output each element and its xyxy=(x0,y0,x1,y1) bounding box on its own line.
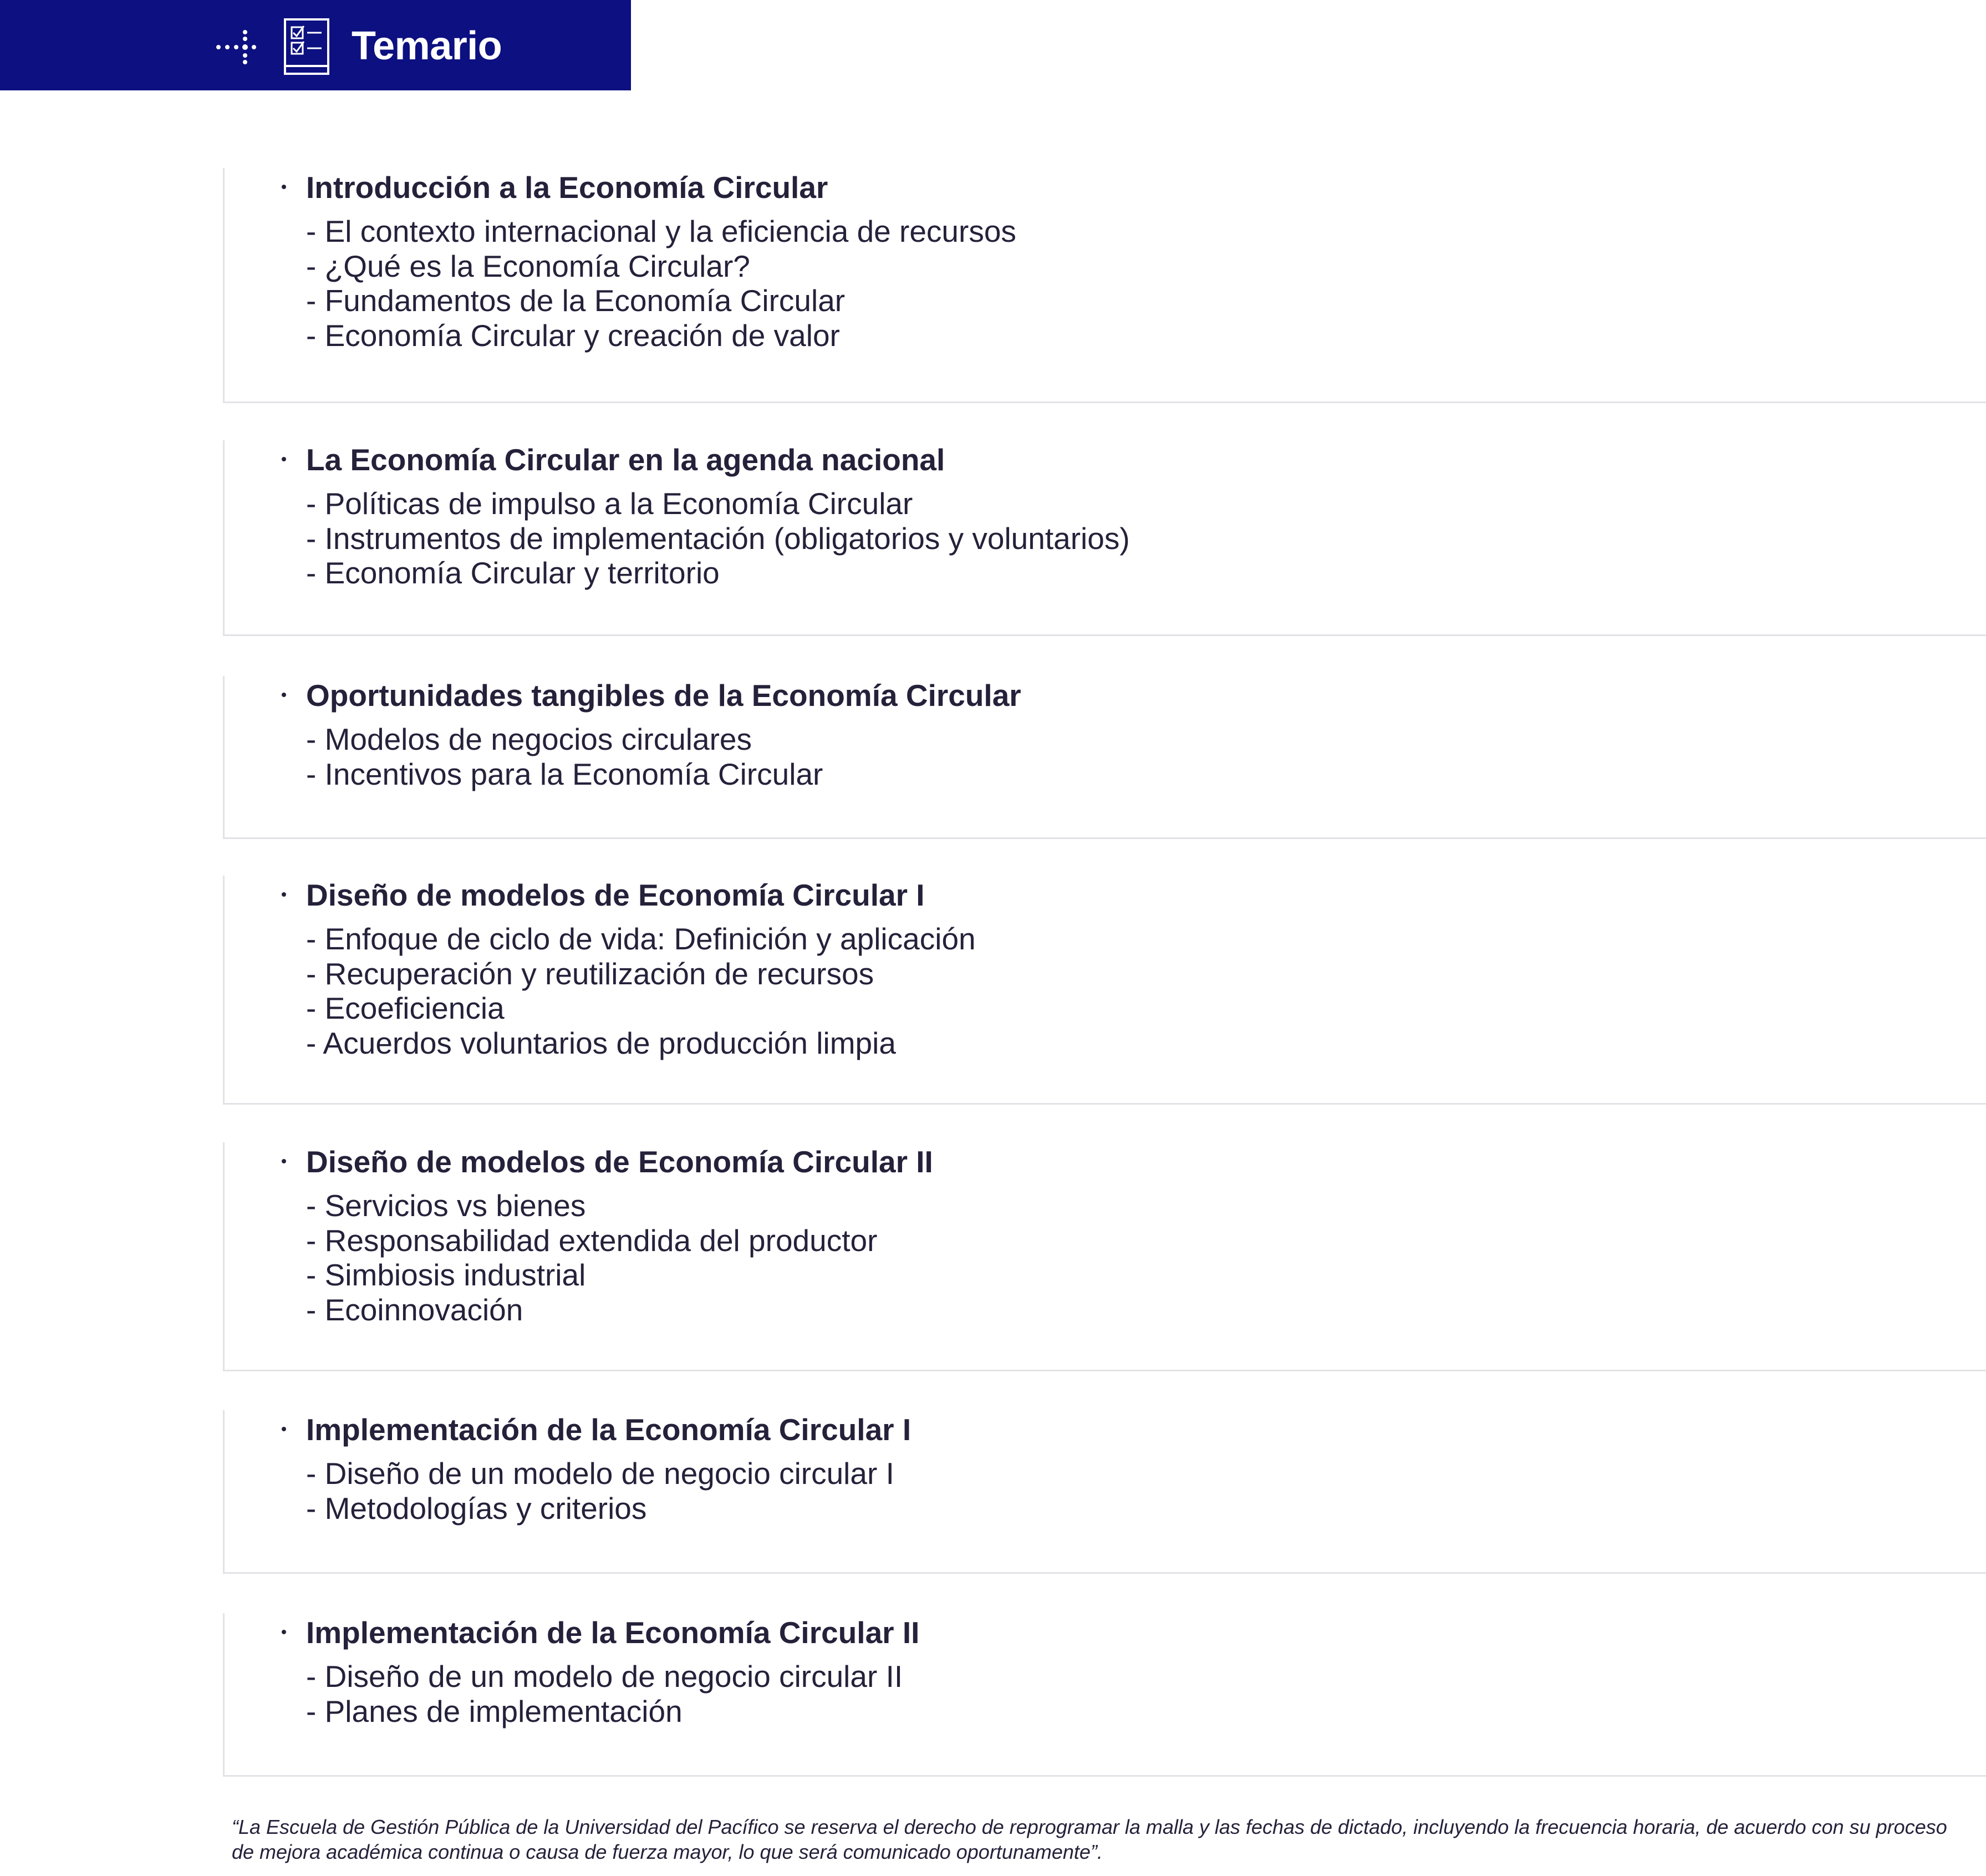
module-topic: - Responsabilidad extendida del productor xyxy=(306,1223,878,1258)
bullet-icon xyxy=(282,693,286,697)
module-topic: - Enfoque de ciclo de vida: Definición y aplicación xyxy=(306,922,976,956)
bullet-icon xyxy=(282,892,286,897)
module-topic: - Políticas de impulso a la Economía Circular xyxy=(306,486,913,521)
bullet-icon xyxy=(282,1159,286,1163)
module-topic: - Modelos de negocios circulares xyxy=(306,722,752,756)
module-1 xyxy=(223,168,1986,403)
module-topic: - Economía Circular y creación de valor xyxy=(306,318,840,353)
module-topic-list xyxy=(306,1456,894,1526)
module-topic: - Diseño de un modelo de negocio circular II xyxy=(306,1659,903,1694)
module-topic: - ¿Qué es la Economía Circular? xyxy=(306,248,750,283)
module-topic: - Diseño de un modelo de negocio circular I xyxy=(306,1456,894,1491)
module-title: Introducción a la Economía Circular xyxy=(306,170,828,205)
module-topic: - Acuerdos voluntarios de producción limpia xyxy=(306,1025,896,1060)
module-title: Implementación de la Economía Circular II xyxy=(306,1615,920,1650)
module-title: Diseño de modelos de Economía Circular I xyxy=(306,878,925,912)
module-topic: - Economía Circular y territorio xyxy=(306,556,720,590)
module-topic: - Instrumentos de implementación (obligatorios y voluntarios) xyxy=(306,521,1130,556)
module-topic: - Planes de implementación xyxy=(306,1694,683,1728)
module-topic: - Recuperación y reutilización de recursos xyxy=(306,956,874,991)
module-topic: - Incentivos para la Economía Circular xyxy=(306,756,823,791)
module-topic-list xyxy=(306,722,823,791)
module-title: Implementación de la Economía Circular I xyxy=(306,1412,911,1447)
bullet-icon xyxy=(282,457,286,461)
module-topic-list xyxy=(306,486,1130,591)
module-6 xyxy=(223,1410,1986,1574)
module-topic: - Servicios vs bienes xyxy=(306,1188,586,1223)
module-7 xyxy=(223,1613,1986,1777)
module-topic: - Simbiosis industrial xyxy=(306,1258,586,1292)
module-topic: - Metodologías y criterios xyxy=(306,1491,647,1526)
bullet-icon xyxy=(282,1630,286,1634)
module-topic: - El contexto internacional y la eficiencia de recursos xyxy=(306,214,1016,248)
bullet-icon xyxy=(282,185,286,189)
bullet-icon xyxy=(282,1427,286,1431)
page-title: Temario xyxy=(352,24,502,68)
module-topic-list xyxy=(306,1659,903,1728)
module-title: La Economía Circular en la agenda nacional xyxy=(306,443,945,477)
dots-icon xyxy=(215,28,258,67)
module-topic-list xyxy=(306,922,976,1060)
module-topic: - Fundamentos de la Economía Circular xyxy=(306,283,846,318)
module-topic-list xyxy=(306,214,1016,353)
module-4 xyxy=(223,876,1986,1105)
module-topic-list xyxy=(306,1188,877,1327)
module-3 xyxy=(223,676,1986,839)
disclaimer-note: “La Escuela de Gestión Pública de la Universidad del Pacífico se reserva el derecho de reprogramar la malla y las fechas de dictado, incluyendo la frecuencia horaria, de acuerdo con su proceso de mejora académica continua o causa de fuerza mayor, lo que será comunicado oportunamente”. xyxy=(232,1816,1947,1863)
module-2 xyxy=(223,440,1986,636)
module-title: Diseño de modelos de Economía Circular II xyxy=(306,1145,933,1179)
module-topic: - Ecoeficiencia xyxy=(306,991,505,1025)
module-5 xyxy=(223,1142,1986,1371)
header-bar xyxy=(0,0,631,90)
module-topic: - Ecoinnovación xyxy=(306,1292,523,1327)
module-title: Oportunidades tangibles de la Economía Circular xyxy=(306,678,1021,713)
checklist-icon xyxy=(284,18,329,75)
